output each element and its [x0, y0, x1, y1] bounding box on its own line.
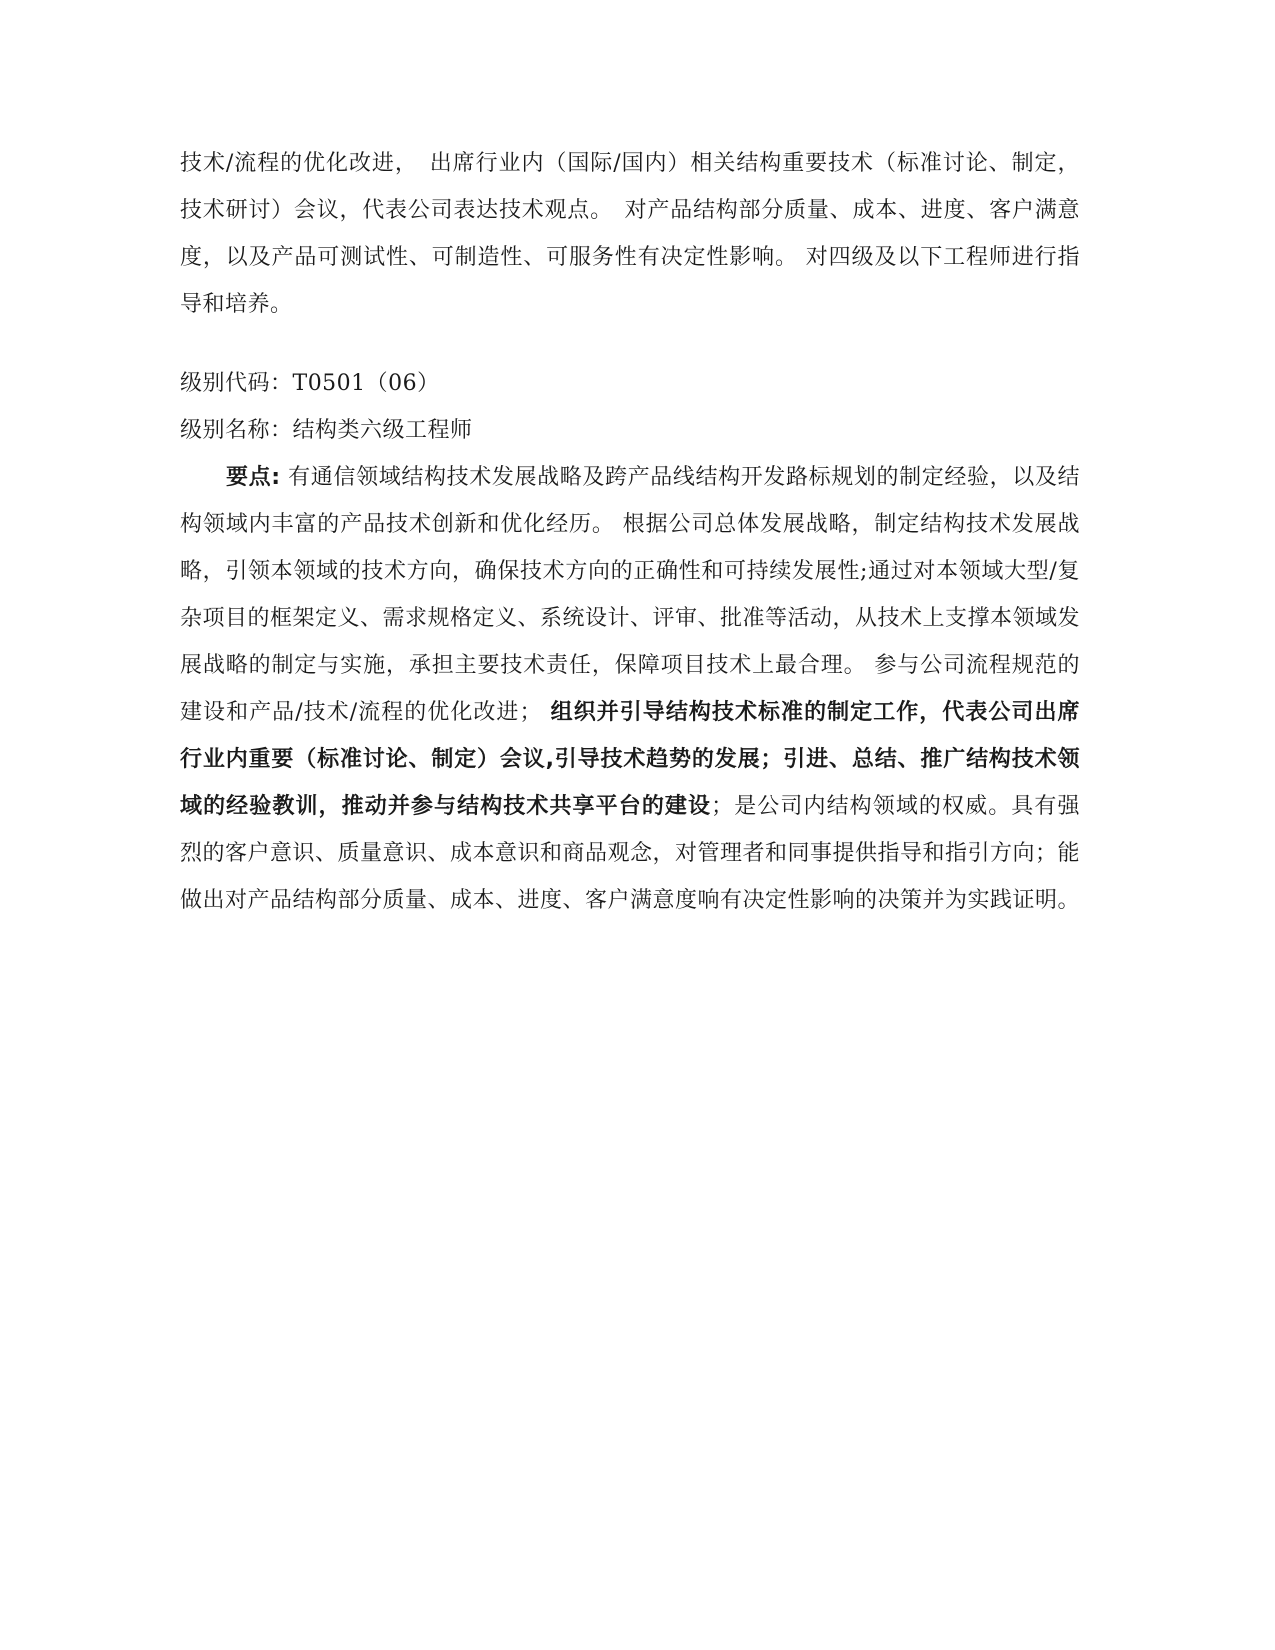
keypoints-paragraph	[180, 454, 1080, 924]
document-page	[180, 140, 1080, 924]
keypoints-text-part2: ；是公司内结构领域的权威。具有强烈的客户意识、质量意识、成本意识和商品观念，对管理者和同事提供指导和指引方向；能做出对产品结构部分质量、成本、进度、客户满意度响有决定性影响的决策并为实践证明。	[180, 794, 1081, 913]
level-name-line	[180, 407, 1080, 454]
level-code-value: T0501（06）	[292, 371, 440, 396]
keypoints-text-part1: 有通信领域结构技术发展战略及跨产品线结构开发路标规划的制定经验，以及结构领域内丰富的产品技术创新和优化经历。 根据公司总体发展战略，制定结构技术发展战略，引领本领域的技术方向，确保技术方向的正确性和可持续发展性;通过对本领域大型/复杂项目的框架定义、需求规格定义、系统设计、评审、批准等活动，从技术上支撑本领域发展战略的制定与实施，承担主要技术责任，保障项目技术上最合理。 参与公司流程规范的建设和产品/技术/流程的优化改进；	[180, 465, 1081, 725]
level-name-value: 结构类六级工程师	[292, 418, 473, 443]
level-name-label: 级别名称：	[180, 418, 293, 443]
keypoints-text-bold: 组织并引导结构技术标准的制定工作，代表公司出席行业内重要（标准讨论、制定）会议,引导技术趋势的发展；引进、总结、推广结构技术领域的经验教训，推动并参与结构技术共享平台的建设	[180, 700, 1080, 819]
continuation-paragraph: 技术/流程的优化改进， 出席行业内（国际/国内）相关结构重要技术（标准讨论、制定，技术研讨）会议，代表公司表达技术观点。 对产品结构部分质量、成本、进度、客户满意度，以及产品可测试性、可制造性、可服务性有决定性影响。 对四级及以下工程师进行指导和培养。	[180, 151, 1080, 317]
section-spacer	[180, 328, 1080, 360]
level-code-label: 级别代码：	[180, 371, 293, 396]
keypoints-label: 要点:	[226, 465, 281, 490]
level-code-line	[180, 360, 1080, 407]
